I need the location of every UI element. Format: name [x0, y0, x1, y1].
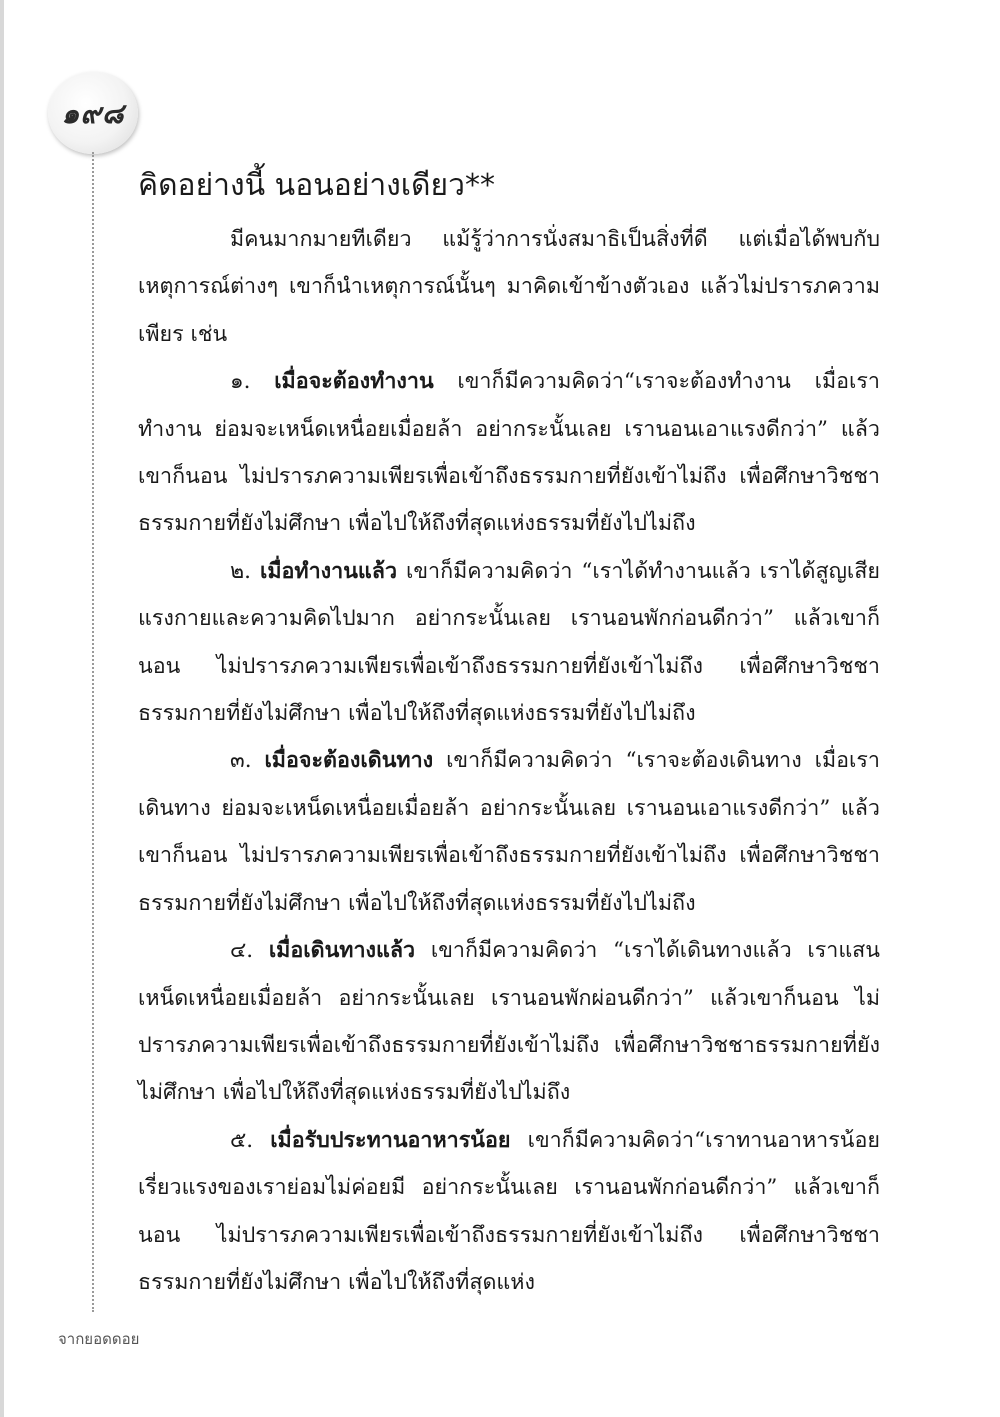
- item-heading: เมื่อเดินทางแล้ว: [268, 938, 416, 964]
- item-number: ๒.: [230, 558, 252, 584]
- item-text: เขาก็มีความคิดว่า“เราจะต้องทำงาน เมื่อเราทำงาน ย่อมจะเหน็ดเหนื่อยเมื่อยล้า อย่ากระนั้นเลย เรานอนเอาแรงดีกว่า” แล้วเขาก็นอน ไม่ปรารภความเพียรเพื่อเข้าถึงธรรมกายที่ยังเข้าไม่ถึง เพื่อศึกษาวิชชาธรรมกายที่ยังไม่ศึกษา เพื่อไปให้ถึงที่สุดแห่งธรรมที่ยังไปไม่ถึง: [138, 369, 880, 537]
- list-item: [138, 927, 880, 1117]
- item-heading: เมื่อรับประทานอาหารน้อย: [270, 1127, 511, 1153]
- list-item: [138, 737, 880, 927]
- list-item: [138, 358, 880, 548]
- item-heading: เมื่อจะต้องทำงาน: [274, 369, 434, 395]
- item-number: ๔.: [230, 938, 254, 964]
- item-text: เขาก็มีความคิดว่า “เราได้ทำงานแล้ว เราได้สูญเสียแรงกายและความคิดไปมาก อย่ากระนั้นเลย เรานอนพักก่อนดีกว่า” แล้วเขาก็นอน ไม่ปรารภความเพียรเพื่อเข้าถึงธรรมกายที่ยังเข้าไม่ถึง เพื่อศึกษาวิชชาธรรมกายที่ยังไม่ศึกษา เพื่อไปให้ถึงที่สุดแห่งธรรมที่ยังไปไม่ถึง: [138, 558, 880, 727]
- article-body: [138, 160, 880, 1306]
- book-title-footer: จากยอดดอย: [58, 1330, 140, 1348]
- intro-paragraph: มีคนมากมายทีเดียว แม้รู้ว่าการนั่งสมาธิเป็นสิ่งที่ดี แต่เมื่อได้พบกับเหตุการณ์ต่างๆ เขาก็นำเหตุการณ์นั้นๆ มาคิดเข้าข้างตัวเอง แล้วไม่ปรารภความเพียร เช่น: [138, 227, 880, 347]
- article-title: คิดอย่างนี้ นอนอย่างเดียว**: [138, 168, 495, 203]
- margin-dotted-line: [92, 152, 94, 1312]
- page-number: ๑๙๘: [61, 97, 125, 130]
- item-text: เขาก็มีความคิดว่า “เราจะต้องเดินทาง เมื่อเราเดินทาง ย่อมจะเหน็ดเหนื่อยเมื่อยล้า อย่ากระนั้นเลย เรานอนเอาแรงดีกว่า” แล้วเขาก็นอน ไม่ปรารภความเพียรเพื่อเข้าถึงธรรมกายที่ยังเข้าไม่ถึง เพื่อศึกษาวิชชาธรรมกายที่ยังไม่ศึกษา เพื่อไปให้ถึงที่สุดแห่งธรรมที่ยังไปไม่ถึง: [138, 748, 880, 916]
- item-number: ๕.: [230, 1127, 254, 1153]
- list-item: [138, 1117, 880, 1307]
- list-item: [138, 548, 880, 738]
- item-text: เขาก็มีความคิดว่า “เราได้เดินทางแล้ว เราแสนเหน็ดเหนื่อยเมื่อยล้า อย่ากระนั้นเลย เรานอนพักผ่อนดีกว่า” แล้วเขาก็นอน ไม่ปรารภความเพียรเพื่อเข้าถึงธรรมกายที่ยังเข้าไม่ถึง เพื่อศึกษาวิชชาธรรมกายที่ยังไม่ศึกษา เพื่อไปให้ถึงที่สุดแห่งธรรมที่ยังไปไม่ถึง: [138, 938, 880, 1106]
- page-edge: [0, 0, 4, 1417]
- item-text: เขาก็มีความคิดว่า“เราทานอาหารน้อยเรี่ยวแรงของเราย่อมไม่ค่อยมี อย่ากระนั้นเลย เรานอนพักก่อนดีกว่า” แล้วเขาก็นอน ไม่ปรารภความเพียรเพื่อเข้าถึงธรรมกายที่ยังเข้าไม่ถึง เพื่อศึกษาวิชชาธรรมกายที่ยังไม่ศึกษา เพื่อไปให้ถึงที่สุดแห่ง: [138, 1127, 880, 1295]
- item-number: ๓.: [230, 748, 252, 774]
- page-number-badge: [48, 72, 138, 154]
- item-heading: เมื่อจะต้องเดินทาง: [264, 748, 434, 774]
- item-number: ๑.: [230, 369, 251, 395]
- item-heading: เมื่อทำงานแล้ว: [259, 558, 398, 584]
